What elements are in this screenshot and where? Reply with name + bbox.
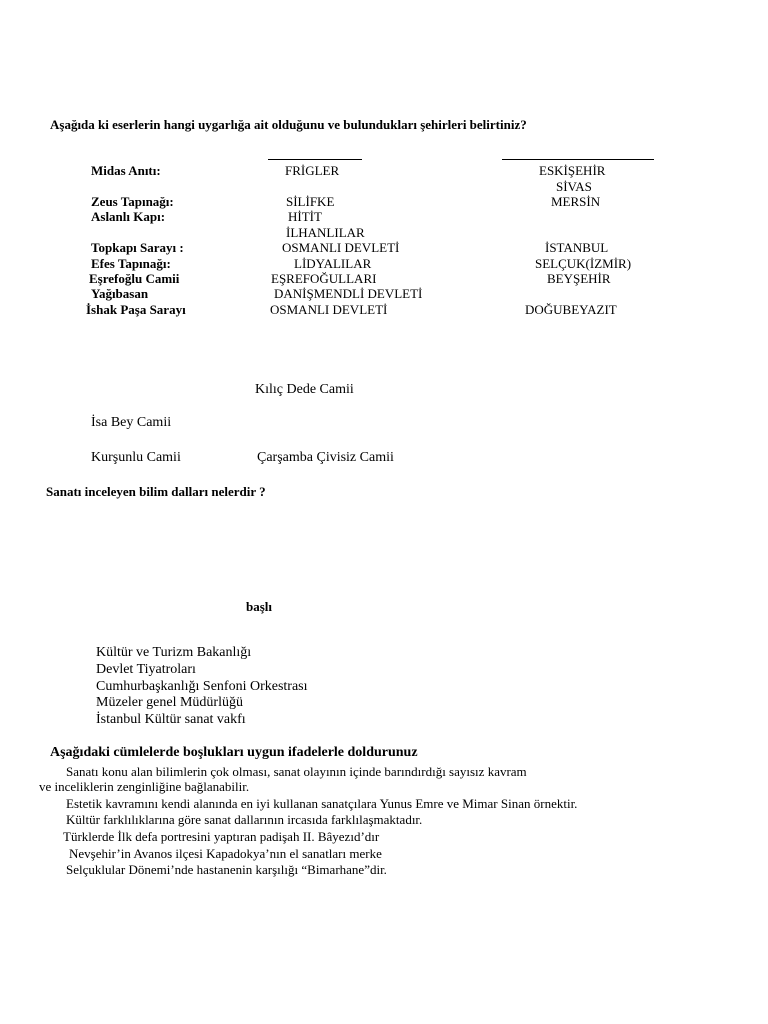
mosque-name: Kılıç Dede Camii <box>255 382 354 397</box>
answer-underline <box>268 159 362 160</box>
civilization-answer: İLHANLILAR <box>286 225 365 240</box>
artifact-name: Midas Anıtı: <box>91 163 161 178</box>
civilization-answer: OSMANLI DEVLETİ <box>270 302 388 317</box>
city-answer: DOĞUBEYAZIT <box>525 302 617 317</box>
sentence-line: Türklerde İlk defa portresini yaptıran padişah II. Bâyezıd’dır <box>63 829 380 844</box>
artifact-name: Eşrefoğlu Camii <box>89 271 180 286</box>
answer-underline <box>502 159 654 160</box>
sentence-line: Sanatı konu alan bilimlerin çok olması, sanat olayının içinde barındırdığı sayısız kavram <box>66 764 527 779</box>
sentence-line: Estetik kavramını kendi alanında en iyi kullanan sanatçılara Yunus Emre ve Mimar Sinan örnektir. <box>66 796 578 811</box>
city-answer: ESKİŞEHİR <box>539 163 606 178</box>
artifact-name: Topkapı Sarayı : <box>91 240 184 255</box>
section3-heading: başlı <box>246 599 273 614</box>
civilization-answer: LİDYALILAR <box>294 256 372 271</box>
mosque-name: Kurşunlu Camii <box>91 450 181 465</box>
institution-item: Müzeler genel Müdürlüğü <box>96 695 243 710</box>
mosque-name: İsa Bey Camii <box>91 415 172 430</box>
artifact-name: Zeus Tapınağı: <box>91 194 174 209</box>
section2-heading: Sanatı inceleyen bilim dalları nelerdir ? <box>46 484 266 499</box>
section4-heading: Aşağıdaki cümlelerde boşlukları uygun ifadelerle doldurunuz <box>50 745 418 760</box>
city-answer: BEYŞEHİR <box>547 271 611 286</box>
civilization-answer: HİTİT <box>288 209 322 224</box>
mosque-name: Çarşamba Çivisiz Camii <box>257 450 394 465</box>
civilization-answer: OSMANLI DEVLETİ <box>282 240 400 255</box>
artifact-name: Yağıbasan <box>91 286 149 301</box>
institution-item: Kültür ve Turizm Bakanlığı <box>96 645 252 660</box>
civilization-answer: FRİGLER <box>285 163 340 178</box>
city-answer: İSTANBUL <box>545 240 609 255</box>
artifact-name: Efes Tapınağı: <box>91 256 171 271</box>
sentence-line: ve inceliklerin zenginliğine bağlanabilir. <box>39 779 250 794</box>
artifact-name: Aslanlı Kapı: <box>91 209 166 224</box>
institution-item: İstanbul Kültür sanat vakfı <box>96 712 246 727</box>
artifact-name: İshak Paşa Sarayı <box>86 302 186 317</box>
civilization-answer: SİLİFKE <box>286 194 335 209</box>
civilization-answer: EŞREFOĞULLARI <box>271 271 377 286</box>
city-answer: SELÇUK(İZMİR) <box>535 256 632 271</box>
section1-heading: Aşağıda ki eserlerin hangi uygarlığa ait olduğunu ve bulundukları şehirleri belirtiniz? <box>50 117 527 132</box>
city-answer: MERSİN <box>551 194 601 209</box>
civilization-answer: DANİŞMENDLİ DEVLETİ <box>274 286 423 301</box>
sentence-line: Selçuklular Dönemi’nde hastanenin karşılığı “Bimarhane”dir. <box>66 862 387 877</box>
institution-item: Devlet Tiyatroları <box>96 662 196 677</box>
sentence-line: Nevşehir’in Avanos ilçesi Kapadokya’nın el sanatları merke <box>69 846 382 861</box>
institution-item: Cumhurbaşkanlığı Senfoni Orkestrası <box>96 679 308 694</box>
sentence-line: Kültür farklılıklarına göre sanat dallarının ircasıda farklılaşmaktadır. <box>66 812 423 827</box>
city-answer: SİVAS <box>556 179 592 194</box>
